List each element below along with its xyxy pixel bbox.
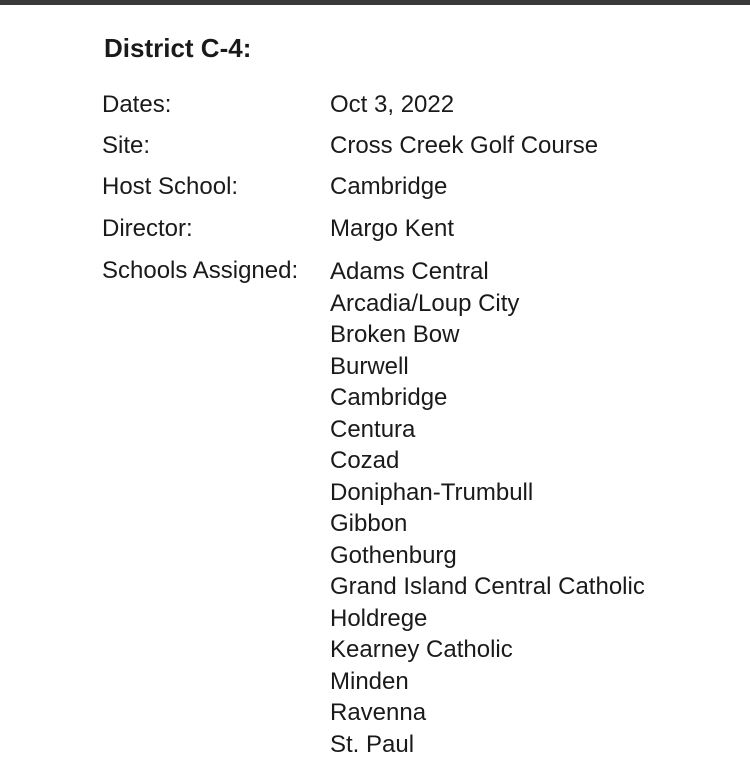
director-label: Director: [102,215,193,242]
site-value: Cross Creek Golf Course [330,132,599,159]
school-item: Centura [330,415,416,443]
school-item: Kearney Catholic [330,636,513,663]
district-title: District C-4: [104,33,252,63]
dates-label: Dates: [102,91,172,118]
top-border [0,0,750,5]
dates-value: Oct 3, 2022 [330,91,455,118]
schools-list [330,256,645,760]
school-item: Ravenna [330,699,427,726]
director-value: Margo Kent [330,215,455,242]
schools-assigned-label: Schools Assigned: [102,257,299,284]
school-item: Gothenburg [330,541,457,569]
school-item: Broken Bow [330,321,460,348]
school-item: Holdrege [330,604,428,632]
school-item: Arcadia/Loup City [330,289,520,317]
school-item: St. Paul [330,730,415,758]
school-item: Gibbon [330,510,408,537]
school-item: Minden [330,667,409,695]
school-item: Cambridge [330,384,448,411]
host-school-label: Host School: [102,173,239,200]
school-item: Grand Island Central Catholic [330,573,645,600]
school-item: Doniphan-Trumbull [330,478,534,506]
site-label: Site: [102,132,151,159]
school-item: Cozad [330,447,400,474]
school-item: Adams Central [330,258,489,285]
school-item: Burwell [330,352,409,380]
host-school-value: Cambridge [330,173,448,200]
